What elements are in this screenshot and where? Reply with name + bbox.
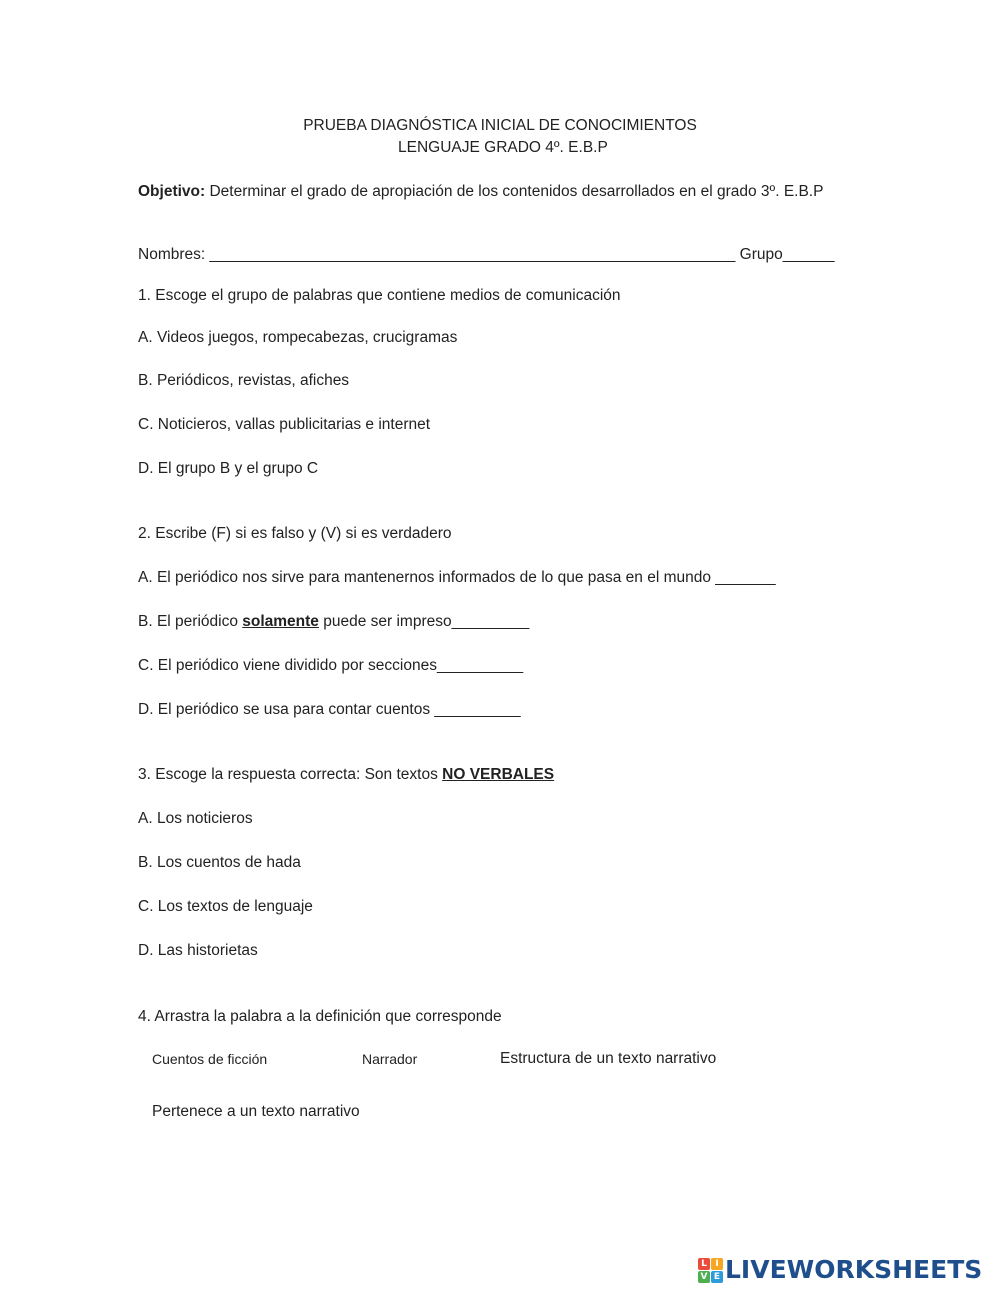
- question-3-text: 3. Escoge la respuesta correcta: Son textos: [138, 766, 443, 783]
- logo-letter-v: V: [698, 1271, 710, 1283]
- objective-text: Determinar el grado de apropiación de los contenidos desarrollados en el grado 3º. E.B.P: [205, 183, 824, 200]
- question-1: 1. Escoge el grupo de palabras que contiene medios de comunicación: [138, 287, 621, 304]
- objective: [138, 183, 823, 201]
- objective-label: Objetivo:: [138, 183, 206, 200]
- logo-letter-i: I: [711, 1258, 723, 1270]
- q3-option-c[interactable]: C. Los textos de lenguaje: [138, 898, 313, 915]
- q2-option-d[interactable]: D. El periódico se usa para contar cuentos __________: [138, 701, 521, 718]
- brand-name: LIVEWORKSHEETS: [725, 1255, 983, 1284]
- names-group-line: Nombres: _____________________________________________________________ Grupo______: [138, 246, 835, 263]
- q1-option-b[interactable]: B. Periódicos, revistas, afiches: [138, 372, 350, 389]
- q2-option-b-pre: B. El periódico: [138, 613, 243, 630]
- drop-target-pertenece[interactable]: Pertenece a un texto narrativo: [152, 1103, 360, 1120]
- page-title-line-2: LENGUAJE GRADO 4º. E.B.P: [398, 139, 608, 156]
- q3-option-d[interactable]: D. Las historietas: [138, 942, 258, 959]
- q1-option-d[interactable]: D. El grupo B y el grupo C: [138, 460, 319, 477]
- q3-option-b[interactable]: B. Los cuentos de hada: [138, 854, 301, 871]
- question-4: 4. Arrastra la palabra a la definición que corresponde: [138, 1008, 502, 1025]
- q2-option-b-post: puede ser impreso_________: [318, 613, 530, 630]
- drop-target-estructura[interactable]: Estructura de un texto narrativo: [500, 1050, 717, 1067]
- q2-option-a[interactable]: A. El periódico nos sirve para mantenernos informados de lo que pasa en el mundo _______: [138, 569, 776, 586]
- question-3: [138, 766, 554, 784]
- question-2: 2. Escribe (F) si es falso y (V) si es verdadero: [138, 525, 452, 542]
- q2-option-c[interactable]: C. El periódico viene dividido por secciones__________: [138, 657, 524, 674]
- logo-mark-icon: [698, 1258, 723, 1283]
- logo-letter-l: L: [698, 1258, 710, 1270]
- drag-word-narrador[interactable]: Narrador: [362, 1051, 418, 1067]
- q1-option-a[interactable]: A. Videos juegos, rompecabezas, crucigramas: [138, 329, 458, 346]
- page-title-line-1: PRUEBA DIAGNÓSTICA INICIAL DE CONOCIMIENTOS: [303, 117, 697, 134]
- liveworksheets-logo: [698, 1257, 982, 1283]
- drag-word-cuentos-de-ficcion[interactable]: Cuentos de ficción: [152, 1051, 268, 1067]
- question-3-emphasis: NO VERBALES: [442, 766, 555, 783]
- q2-option-b[interactable]: [138, 613, 529, 631]
- q3-option-a[interactable]: A. Los noticieros: [138, 810, 253, 827]
- logo-letter-e: E: [711, 1271, 723, 1283]
- q2-option-b-emphasis: solamente: [242, 613, 319, 630]
- q1-option-c[interactable]: C. Noticieros, vallas publicitarias e internet: [138, 416, 431, 433]
